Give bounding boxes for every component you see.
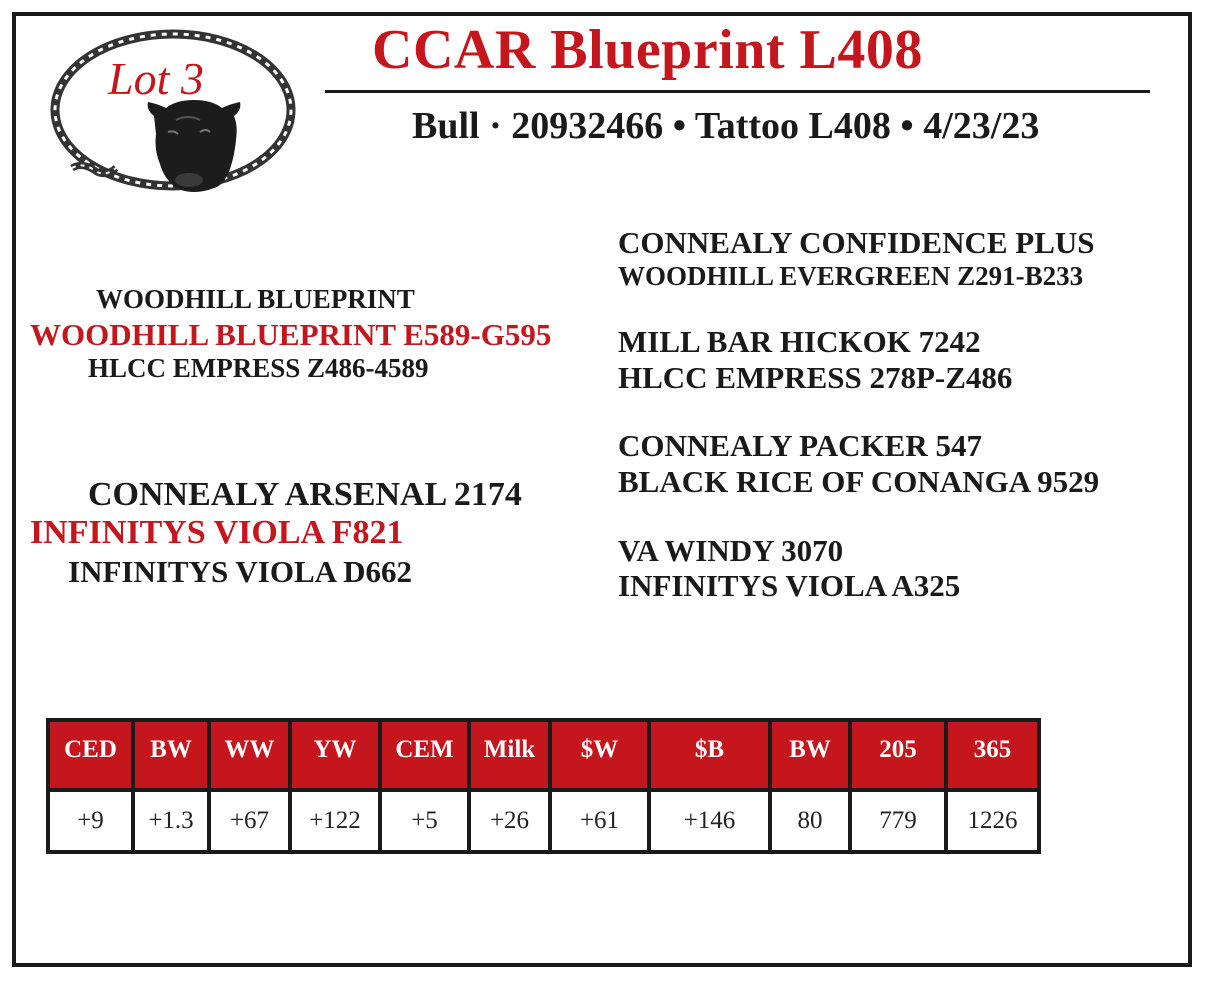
epd-value-w: +61: [550, 790, 649, 852]
epd-header-ced: CED: [48, 720, 133, 790]
epd-header-yw: YW: [290, 720, 380, 790]
title-divider: [325, 90, 1150, 93]
dam-dam: INFINITYS VIOLA D662: [68, 554, 412, 589]
epd-value-milk: +26: [469, 790, 550, 852]
sire-dam: HLCC EMPRESS Z486-4589: [88, 353, 429, 383]
epd-value-row: [48, 790, 1039, 852]
sire-sire: WOODHILL BLUEPRINT: [96, 284, 415, 314]
epd-header-bw-actual: BW: [770, 720, 850, 790]
dam-sire-dam: BLACK RICE OF CONANGA 9529: [618, 464, 1100, 499]
epd-header-cem: CEM: [380, 720, 469, 790]
epd-value-205: 779: [850, 790, 946, 852]
dam-sire-sire: CONNEALY PACKER 547: [618, 428, 982, 463]
epd-header-w: $W: [550, 720, 649, 790]
sire: WOODHILL BLUEPRINT E589-G595: [30, 317, 552, 352]
sire-sire-sire: CONNEALY CONFIDENCE PLUS: [618, 225, 1095, 260]
dam-sire: CONNEALY ARSENAL 2174: [88, 476, 522, 513]
dam: INFINITYS VIOLA F821: [30, 514, 404, 551]
sire-sire-dam: WOODHILL EVERGREEN Z291-B233: [618, 261, 1084, 291]
sire-dam-dam: HLCC EMPRESS 278P-Z486: [618, 360, 1013, 395]
epd-value-365: 1226: [946, 790, 1039, 852]
epd-header-row: [48, 720, 1039, 790]
dam-dam-sire: VA WINDY 3070: [618, 533, 844, 568]
epd-table: [46, 718, 1041, 854]
epd-value-bw: +1.3: [133, 790, 209, 852]
animal-name-title: CCAR Blueprint L408: [372, 19, 923, 81]
epd-value-ced: +9: [48, 790, 133, 852]
lot-logo: [50, 28, 300, 200]
epd-header-b: $B: [649, 720, 770, 790]
epd-value-ww: +67: [209, 790, 290, 852]
dam-dam-dam: INFINITYS VIOLA A325: [618, 568, 961, 603]
epd-header-milk: Milk: [469, 720, 550, 790]
epd-header-205: 205: [850, 720, 946, 790]
lot-label: Lot 3: [108, 53, 204, 104]
epd-value-bw-actual: 80: [770, 790, 850, 852]
epd-value-yw: +122: [290, 790, 380, 852]
epd-header-ww: WW: [209, 720, 290, 790]
epd-value-cem: +5: [380, 790, 469, 852]
epd-value-b: +146: [649, 790, 770, 852]
animal-details: Bull · 20932466 • Tattoo L408 • 4/23/23: [412, 105, 1040, 147]
sire-dam-sire: MILL BAR HICKOK 7242: [618, 324, 981, 359]
epd-header-bw: BW: [133, 720, 209, 790]
epd-header-365: 365: [946, 720, 1039, 790]
